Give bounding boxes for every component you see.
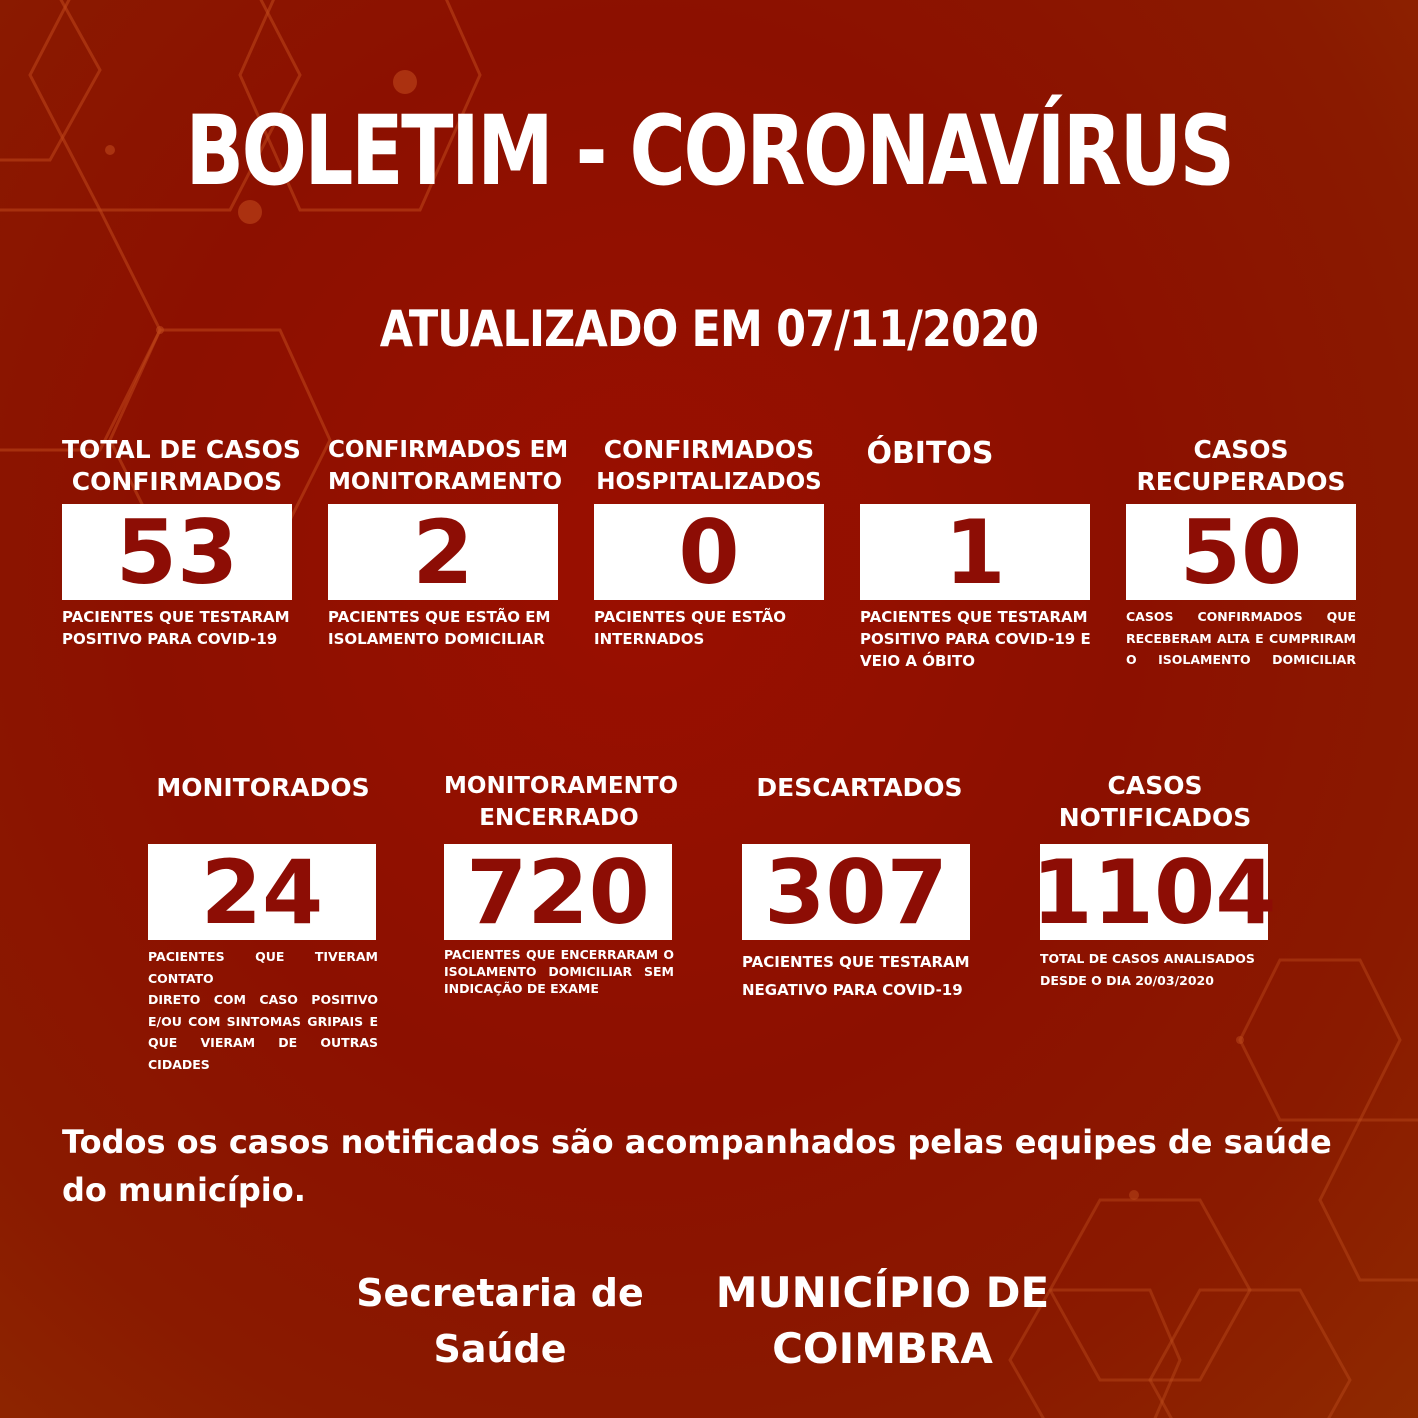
card-description: PACIENTES QUE ESTÃO EM ISOLAMENTO DOMICILIAR: [328, 608, 551, 648]
value-box: 307: [742, 844, 970, 940]
card-label: TOTAL DE CASOS CONFIRMADOS: [62, 435, 301, 496]
card-label: DESCARTADOS: [756, 773, 963, 802]
value-box: 1104: [1031, 840, 1277, 944]
card-label: CONFIRMADOS HOSPITALIZADOS: [596, 435, 822, 495]
value-box: 0: [594, 504, 824, 600]
value-box: 53: [62, 504, 292, 600]
card-description: PACIENTES QUE TESTARAM POSITIVO PARA COVID-19: [62, 608, 290, 648]
footer-note: Todos os casos notificados são acompanhados pelas equipes de saúde do município.: [62, 1123, 1332, 1209]
card-label: ÓBITOS: [866, 436, 994, 471]
value-box: 1: [860, 504, 1090, 600]
value-box: 24: [148, 844, 376, 940]
card-description: PACIENTES QUE TESTARAM NEGATIVO PARA COVID-19: [742, 953, 970, 999]
card-description: PACIENTES QUE TESTARAM POSITIVO PARA COVID-19 E VEIO A ÓBITO: [860, 608, 1091, 670]
card-description: CASOS CONFIRMADOS QUE RECEBERAM ALTA E CUMPRIRAM O ISOLAMENTO DOMICILIAR: [1126, 609, 1356, 667]
value-box: 720: [444, 844, 672, 940]
value-box: 2: [328, 504, 558, 600]
card-description: PACIENTES QUE ENCERRARAM O ISOLAMENTO DOMICILIAR SEM INDICAÇÃO DE EXAME: [444, 947, 674, 996]
value-box: 50: [1126, 504, 1356, 600]
page-title: BOLETIM - CORONAVÍRUS: [185, 95, 1233, 207]
secretaria-logo-text: Secretaria de Saúde: [356, 1271, 644, 1371]
card-description: PACIENTES QUE ESTÃO INTERNADOS: [594, 608, 786, 648]
card-description: PACIENTES QUE TIVERAM CONTATO DIRETO COM CASO POSITIVO E/OU COM SINTOMAS GRIPAIS E QUE VIERAM DE OUTRAS CIDADES: [148, 949, 378, 1072]
card-label: CASOS RECUPERADOS: [1136, 435, 1346, 496]
card-description: TOTAL DE CASOS ANALISADOS DESDE O DIA 20/03/2020: [1040, 951, 1255, 988]
municipio-logo-text: MUNICÍPIO DE COIMBRA: [715, 1268, 1050, 1373]
card-label: MONITORAMENTO ENCERRADO: [444, 773, 679, 831]
card-label: MONITORADOS: [156, 773, 370, 802]
card-label: CONFIRMADOS EM MONITORAMENTO: [328, 437, 569, 495]
update-date: ATUALIZADO EM 07/11/2020: [379, 300, 1039, 358]
card-label: CASOS NOTIFICADOS: [1058, 771, 1252, 832]
